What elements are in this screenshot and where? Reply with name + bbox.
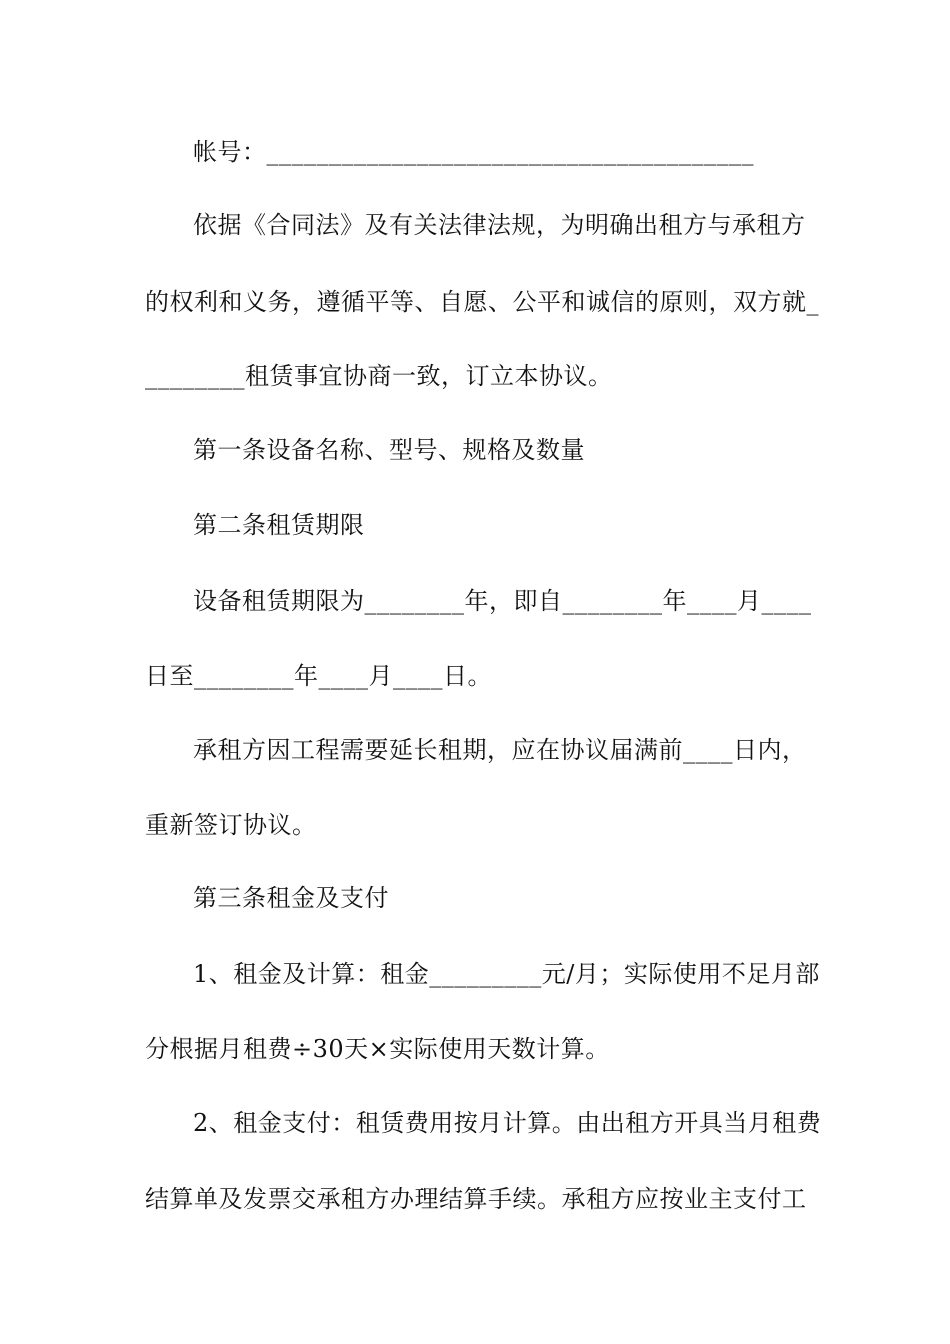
paragraph-line: 承租方因工程需要延长租期，应在协议届满前____日内， [193,736,807,764]
paragraph-line: 分根据月租费÷30天×实际使用天数计算。 [145,1035,610,1063]
account-number-line: 帐号：_______________________________________ [193,138,754,166]
paragraph-line: 2、租金支付：租赁费用按月计算。由出租方开具当月租费 [193,1109,822,1137]
paragraph-line: 重新签订协议。 [145,811,317,839]
article-heading: 第二条租赁期限 [193,511,365,539]
paragraph-line: ________租赁事宜协商一致，订立本协议。 [145,362,613,390]
article-heading: 第三条租金及支付 [193,884,389,912]
paragraph-line: 日至________年____月____日。 [145,662,492,690]
paragraph-line: 的权利和义务，遵循平等、自愿、公平和诚信的原则，双方就_ [145,288,819,316]
paragraph-line: 结算单及发票交承租方办理结算手续。承租方应按业主支付工 [145,1185,807,1213]
article-heading: 第一条设备名称、型号、规格及数量 [193,436,585,464]
paragraph-line: 设备租赁期限为________年，即自________年____月____ [193,587,812,615]
paragraph-line: 1、租金及计算：租金_________元/月；实际使用不足月部 [193,960,820,988]
paragraph-line: 依据《合同法》及有关法律法规，为明确出租方与承租方 [193,211,806,239]
